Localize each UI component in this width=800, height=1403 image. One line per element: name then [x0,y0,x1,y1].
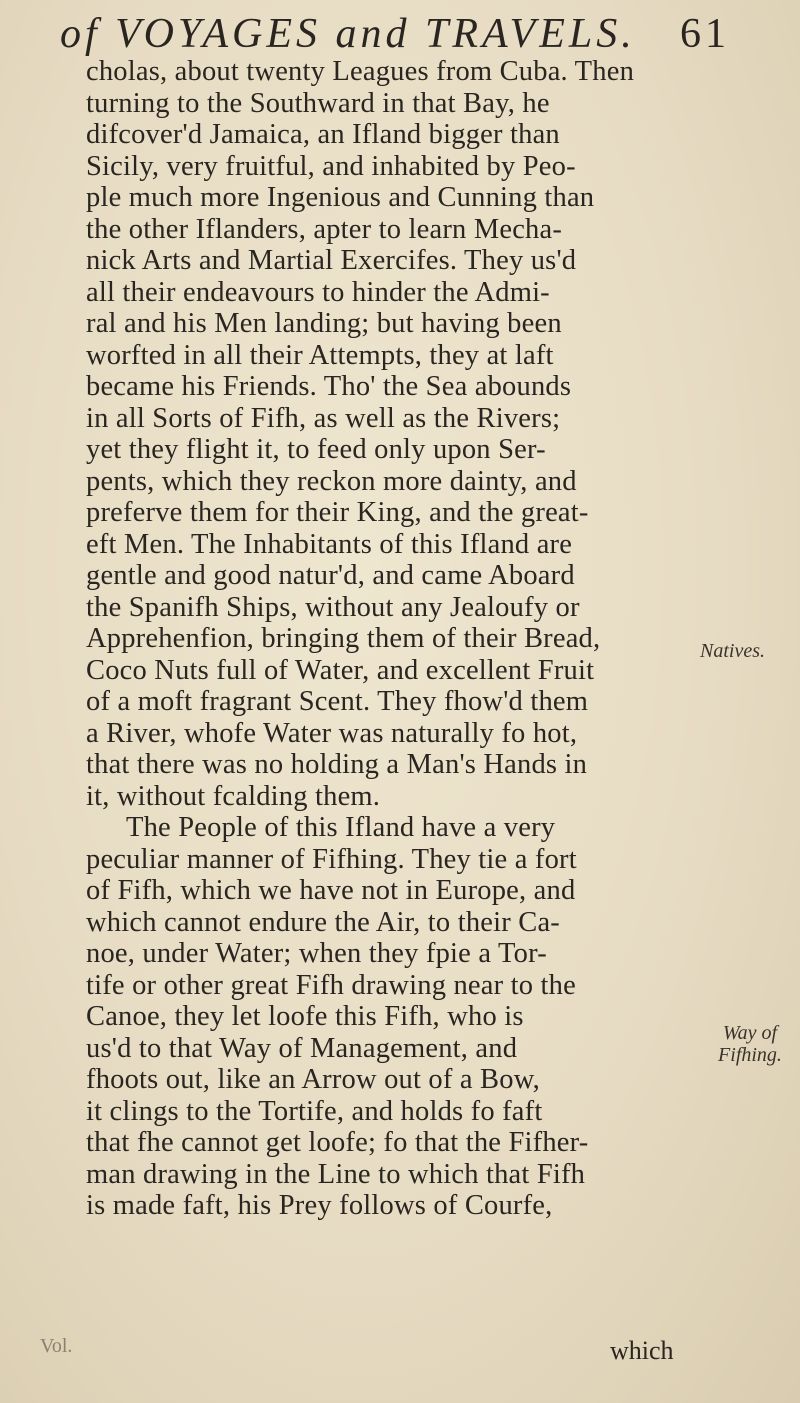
text-line: Apprehenfion, bringing them of their Bread, [86,623,601,654]
text-line: cholas, about twenty Leagues from Cuba. Then [86,56,635,87]
running-head [60,10,760,62]
text-line: gentle and good natur'd, and came Aboard [86,560,575,591]
text-line: of a moft fragrant Scent. They fhow'd them [86,686,589,717]
text-line: ple much more Ingenious and Cunning than [86,182,595,213]
text-line: Sicily, very fruitful, and inhabited by Peo- [86,150,576,182]
text-line: all their endeavours to hinder the Admi- [86,276,550,308]
text-line: is made faft, his Prey follows of Courfe, [86,1190,553,1221]
text-line: the Spanifh Ships, without any Jealoufy or [86,591,580,623]
text-line: Canoe, they let loofe this Fifh, who is [86,1001,524,1032]
text-line: Coco Nuts full of Water, and excellent Fruit [86,654,595,686]
text-line: pents, which they reckon more dainty, and [86,465,577,497]
catchword: which [610,1336,674,1365]
text-line: that fhe cannot get loofe; fo that the Fifher- [86,1127,589,1158]
text-line: it clings to the Tortife, and holds fo faft [86,1095,543,1127]
text-line: a River, whofe Water was naturally fo hot, [86,717,578,749]
page-number: 61 [680,11,730,57]
text-line: tife or other great Fifh drawing near to the [86,969,576,1001]
text-line: the other Iflanders, apter to learn Mecha- [86,213,563,245]
text-line: peculiar manner of Fifhing. They tie a fort [86,843,577,875]
signature-mark: Vol. [40,1335,73,1357]
text-line: The People of this Ifland have a very [126,812,556,843]
text-line: man drawing in the Line to which that Fifh [86,1158,586,1190]
text-line: fhoots out, like an Arrow out of a Bow, [86,1064,540,1095]
text-line: in all Sorts of Fifh, as well as the Rivers; [86,402,561,434]
text-line: us'd to that Way of Management, and [86,1032,518,1064]
text-line: preferve them for their King, and the great- [86,497,589,528]
text-line: it, without fcalding them. [86,780,381,812]
running-head-title: of VOYAGES and TRAVELS. [60,11,636,57]
text-line: of Fifh, which we have not in Europe, and [86,875,576,906]
margin-note-fishing: Way of Fifhing. [718,1022,782,1066]
text-line: nick Arts and Martial Exercifes. They us'd [86,245,577,276]
text-line: turning to the Southward in that Bay, he [86,87,550,119]
text-line: yet they flight it, to feed only upon Ser- [86,434,546,465]
text-line: eft Men. The Inhabitants of this Ifland are [86,528,573,560]
text-line: which cannot endure the Air, to their Ca- [86,906,560,938]
text-line: ral and his Men landing; but having been [86,308,562,339]
text-line: that there was no holding a Man's Hands in [86,749,588,780]
text-line: became his Friends. Tho' the Sea abounds [86,371,572,402]
text-line: worfted in all their Attempts, they at laft [86,339,554,371]
text-line: difcover'd Jamaica, an Ifland bigger than [86,119,560,150]
margin-note-natives: Natives. [700,640,765,662]
body-text [86,56,726,1222]
text-line: noe, under Water; when they fpie a Tor- [86,938,547,969]
